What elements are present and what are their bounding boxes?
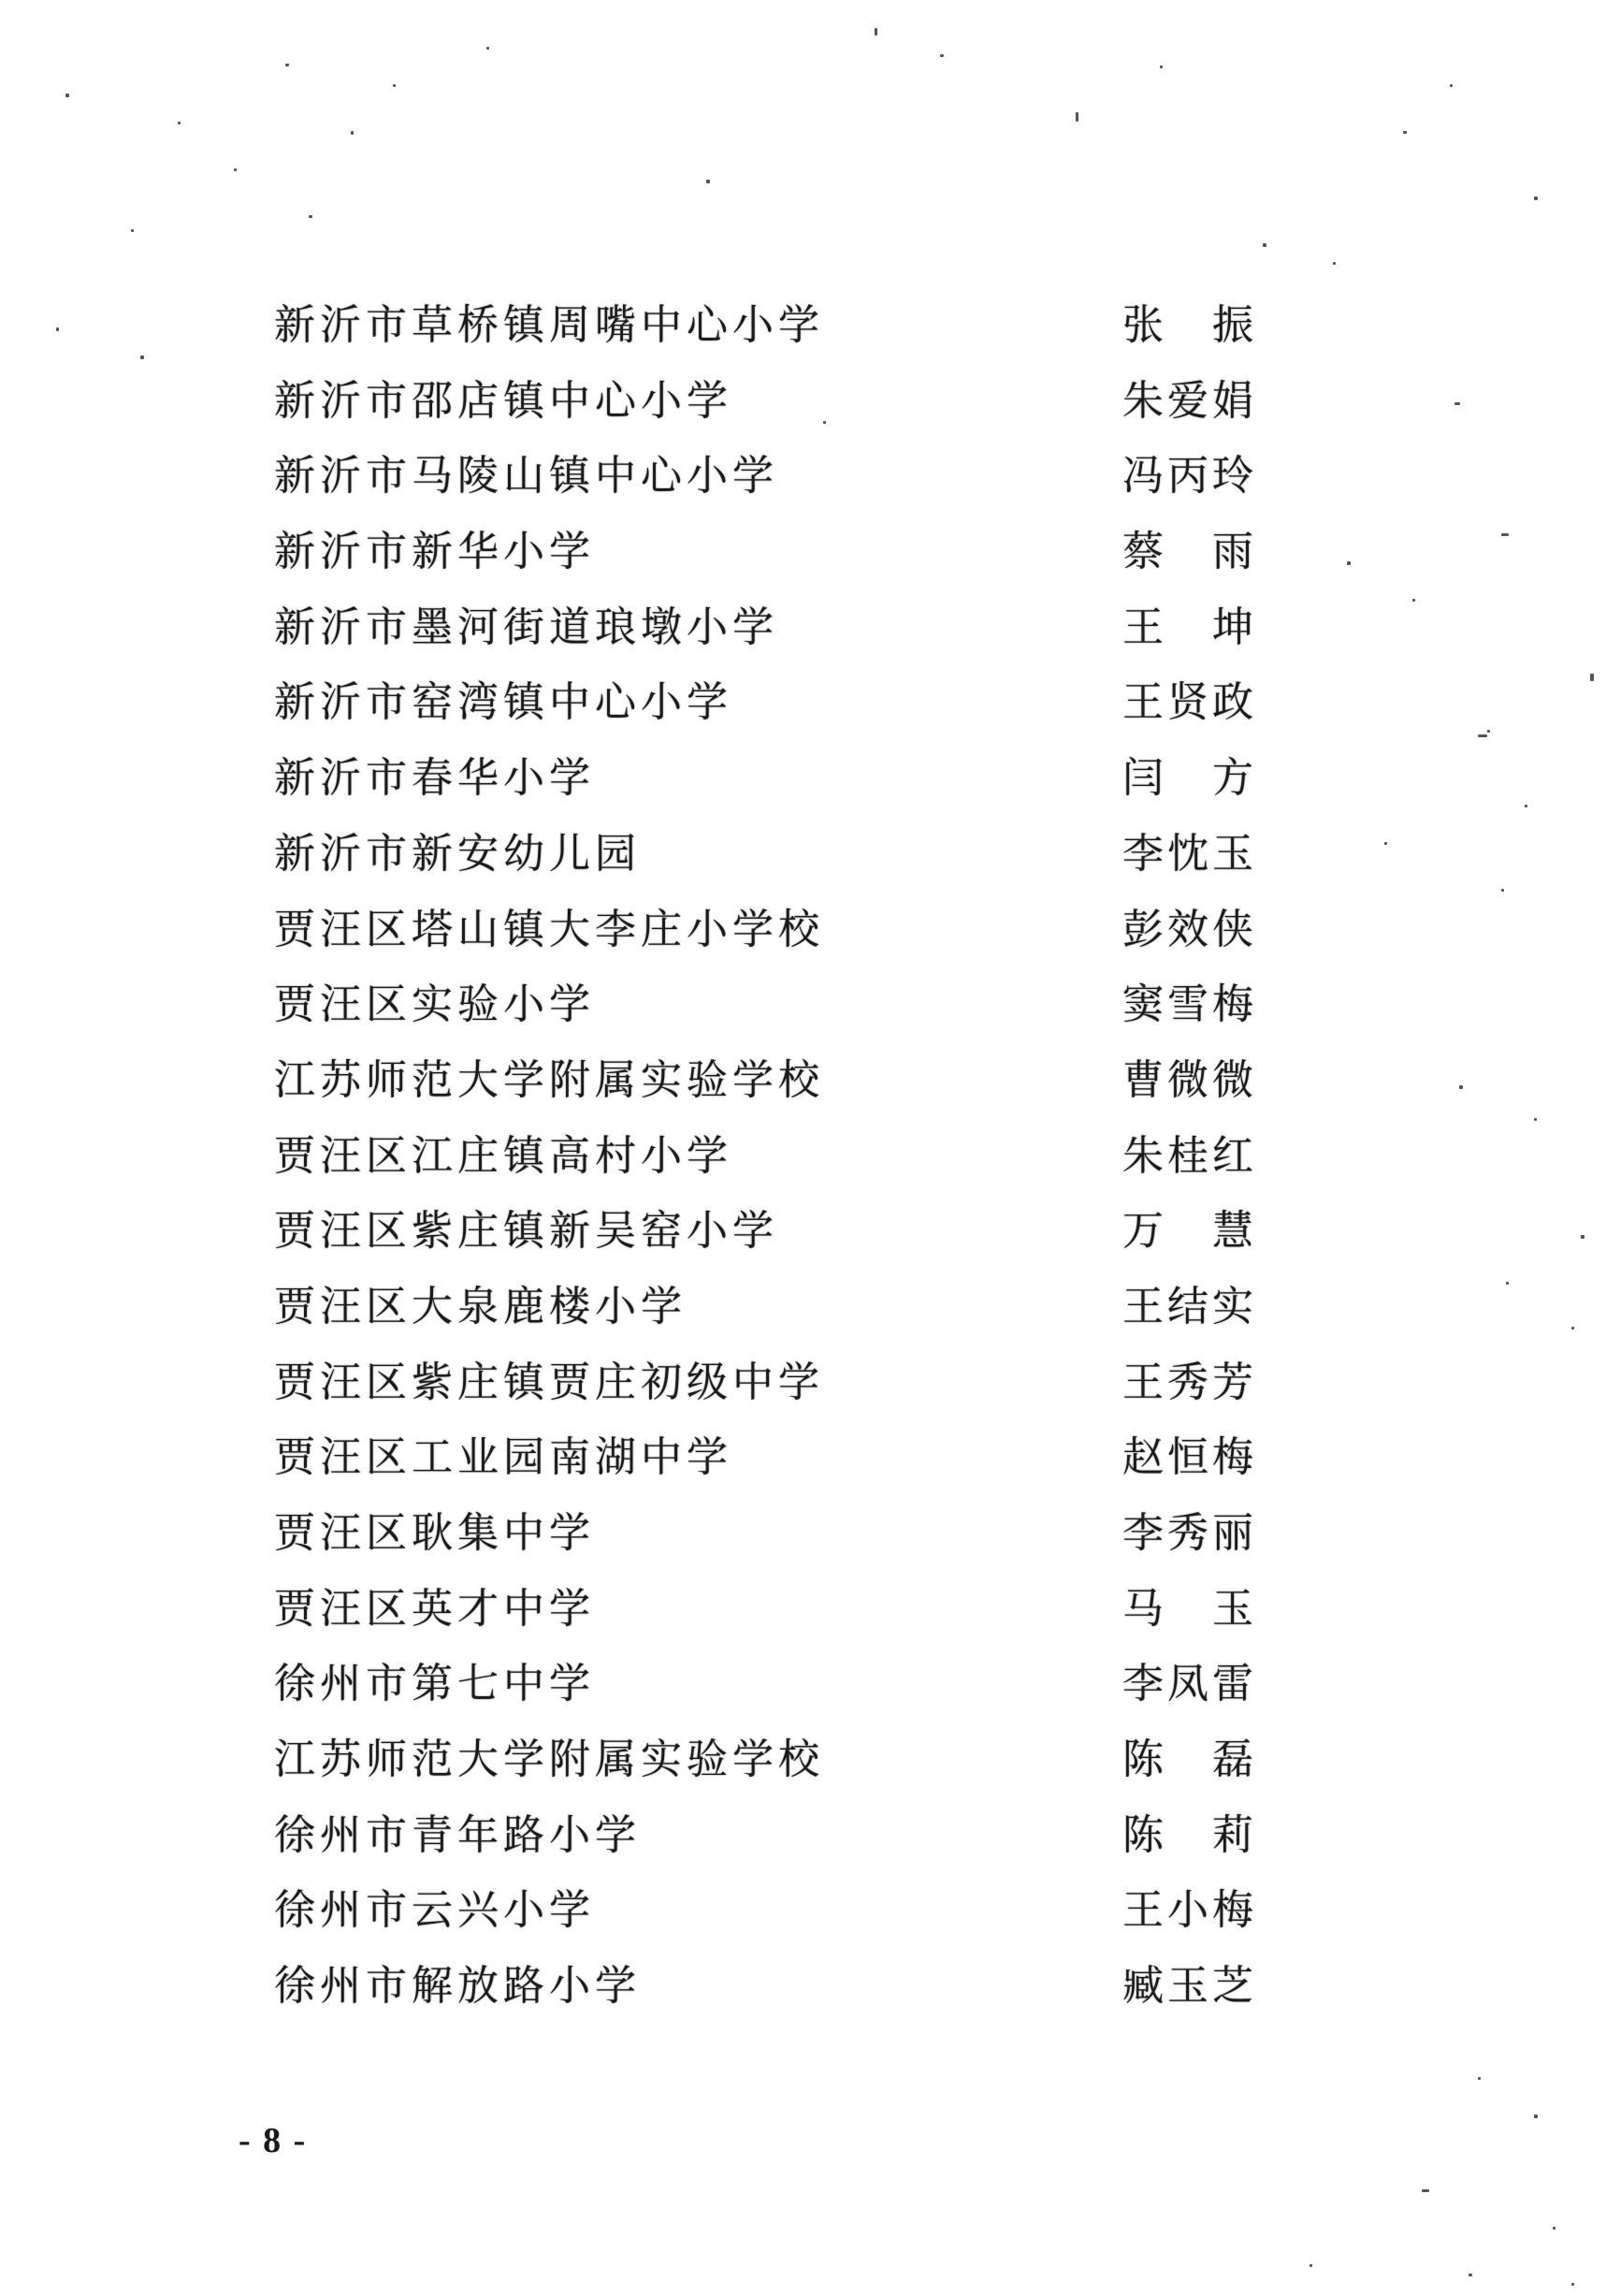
person-name: 马 玉 xyxy=(1122,1584,1253,1633)
school-name: 新沂市邵店镇中心小学 xyxy=(274,376,732,425)
roster-row xyxy=(274,1808,1275,1883)
roster-row xyxy=(274,1581,1275,1657)
school-name: 江苏师范大学附属实验学校 xyxy=(274,1736,824,1784)
school-name: 贾汪区大泉鹿楼小学 xyxy=(274,1282,687,1330)
roster-row xyxy=(274,1279,1275,1355)
roster-row xyxy=(274,1128,1275,1204)
person-name: 王 坤 xyxy=(1122,603,1253,651)
school-name: 新沂市马陵山镇中心小学 xyxy=(274,452,778,501)
school-name: 新沂市新华小学 xyxy=(274,528,595,576)
school-name: 江苏师范大学附属实验学校 xyxy=(274,1055,824,1104)
person-name: 李忱玉 xyxy=(1122,829,1253,878)
roster-row xyxy=(274,1053,1275,1128)
person-name: 王贤政 xyxy=(1122,678,1253,727)
person-name: 万 慧 xyxy=(1122,1207,1253,1256)
person-name: 李凤雷 xyxy=(1122,1660,1253,1708)
roster-row xyxy=(274,826,1275,902)
person-name: 陈 莉 xyxy=(1122,1810,1253,1859)
roster-row xyxy=(274,600,1275,676)
person-name: 陈 磊 xyxy=(1122,1736,1253,1784)
roster-row xyxy=(274,675,1275,750)
school-name: 徐州市解放路小学 xyxy=(274,1962,641,2011)
school-name: 贾汪区英才中学 xyxy=(274,1584,595,1633)
person-name: 窦雪梅 xyxy=(1122,981,1253,1029)
school-name: 贾汪区江庄镇高村小学 xyxy=(274,1131,732,1180)
school-name: 徐州市云兴小学 xyxy=(274,1886,595,1935)
roster-row xyxy=(274,1732,1275,1808)
roster-row xyxy=(274,1430,1275,1505)
school-name: 贾汪区紫庄镇新吴窑小学 xyxy=(274,1207,778,1256)
roster-row xyxy=(274,298,1275,373)
school-name: 贾汪区塔山镇大李庄小学校 xyxy=(274,905,824,953)
roster-row xyxy=(274,1505,1275,1581)
person-name: 王结实 xyxy=(1122,1282,1253,1330)
person-name: 王小梅 xyxy=(1122,1886,1253,1935)
school-name: 新沂市草桥镇周嘴中心小学 xyxy=(274,301,824,349)
school-name: 徐州市第七中学 xyxy=(274,1660,595,1708)
roster-row xyxy=(274,448,1275,524)
roster-row xyxy=(274,524,1275,600)
person-name: 蔡 雨 xyxy=(1122,528,1253,576)
roster-row xyxy=(274,902,1275,978)
roster-row xyxy=(274,1355,1275,1431)
roster-row xyxy=(274,750,1275,826)
person-name: 曹微微 xyxy=(1122,1055,1253,1104)
person-name: 闫 方 xyxy=(1122,754,1253,803)
school-name: 新沂市春华小学 xyxy=(274,754,595,803)
school-name: 贾汪区耿集中学 xyxy=(274,1509,595,1557)
roster-row xyxy=(274,1203,1275,1279)
school-name: 徐州市青年路小学 xyxy=(274,1810,641,1859)
roster-row xyxy=(274,1882,1275,1958)
person-name: 朱爱娟 xyxy=(1122,376,1253,425)
person-name: 冯丙玲 xyxy=(1122,452,1253,501)
school-name: 新沂市新安幼儿园 xyxy=(274,829,641,878)
school-name: 新沂市窑湾镇中心小学 xyxy=(274,678,732,727)
roster-row xyxy=(274,373,1275,449)
roster-list xyxy=(274,298,1275,2034)
roster-row xyxy=(274,1656,1275,1732)
person-name: 赵恒梅 xyxy=(1122,1433,1253,1482)
roster-row xyxy=(274,977,1275,1053)
school-name: 贾汪区实验小学 xyxy=(274,981,595,1029)
roster-row xyxy=(274,1958,1275,2034)
person-name: 彭效侠 xyxy=(1122,905,1253,953)
school-name: 贾汪区紫庄镇贾庄初级中学 xyxy=(274,1358,824,1406)
person-name: 臧玉芝 xyxy=(1122,1962,1253,2011)
page-number: - 8 - xyxy=(239,2121,308,2160)
school-name: 新沂市墨河街道琅墩小学 xyxy=(274,603,778,651)
person-name: 朱桂红 xyxy=(1122,1131,1253,1180)
person-name: 张 振 xyxy=(1122,301,1253,349)
person-name: 李秀丽 xyxy=(1122,1509,1253,1557)
school-name: 贾汪区工业园南湖中学 xyxy=(274,1433,732,1482)
person-name: 王秀芳 xyxy=(1122,1358,1253,1406)
